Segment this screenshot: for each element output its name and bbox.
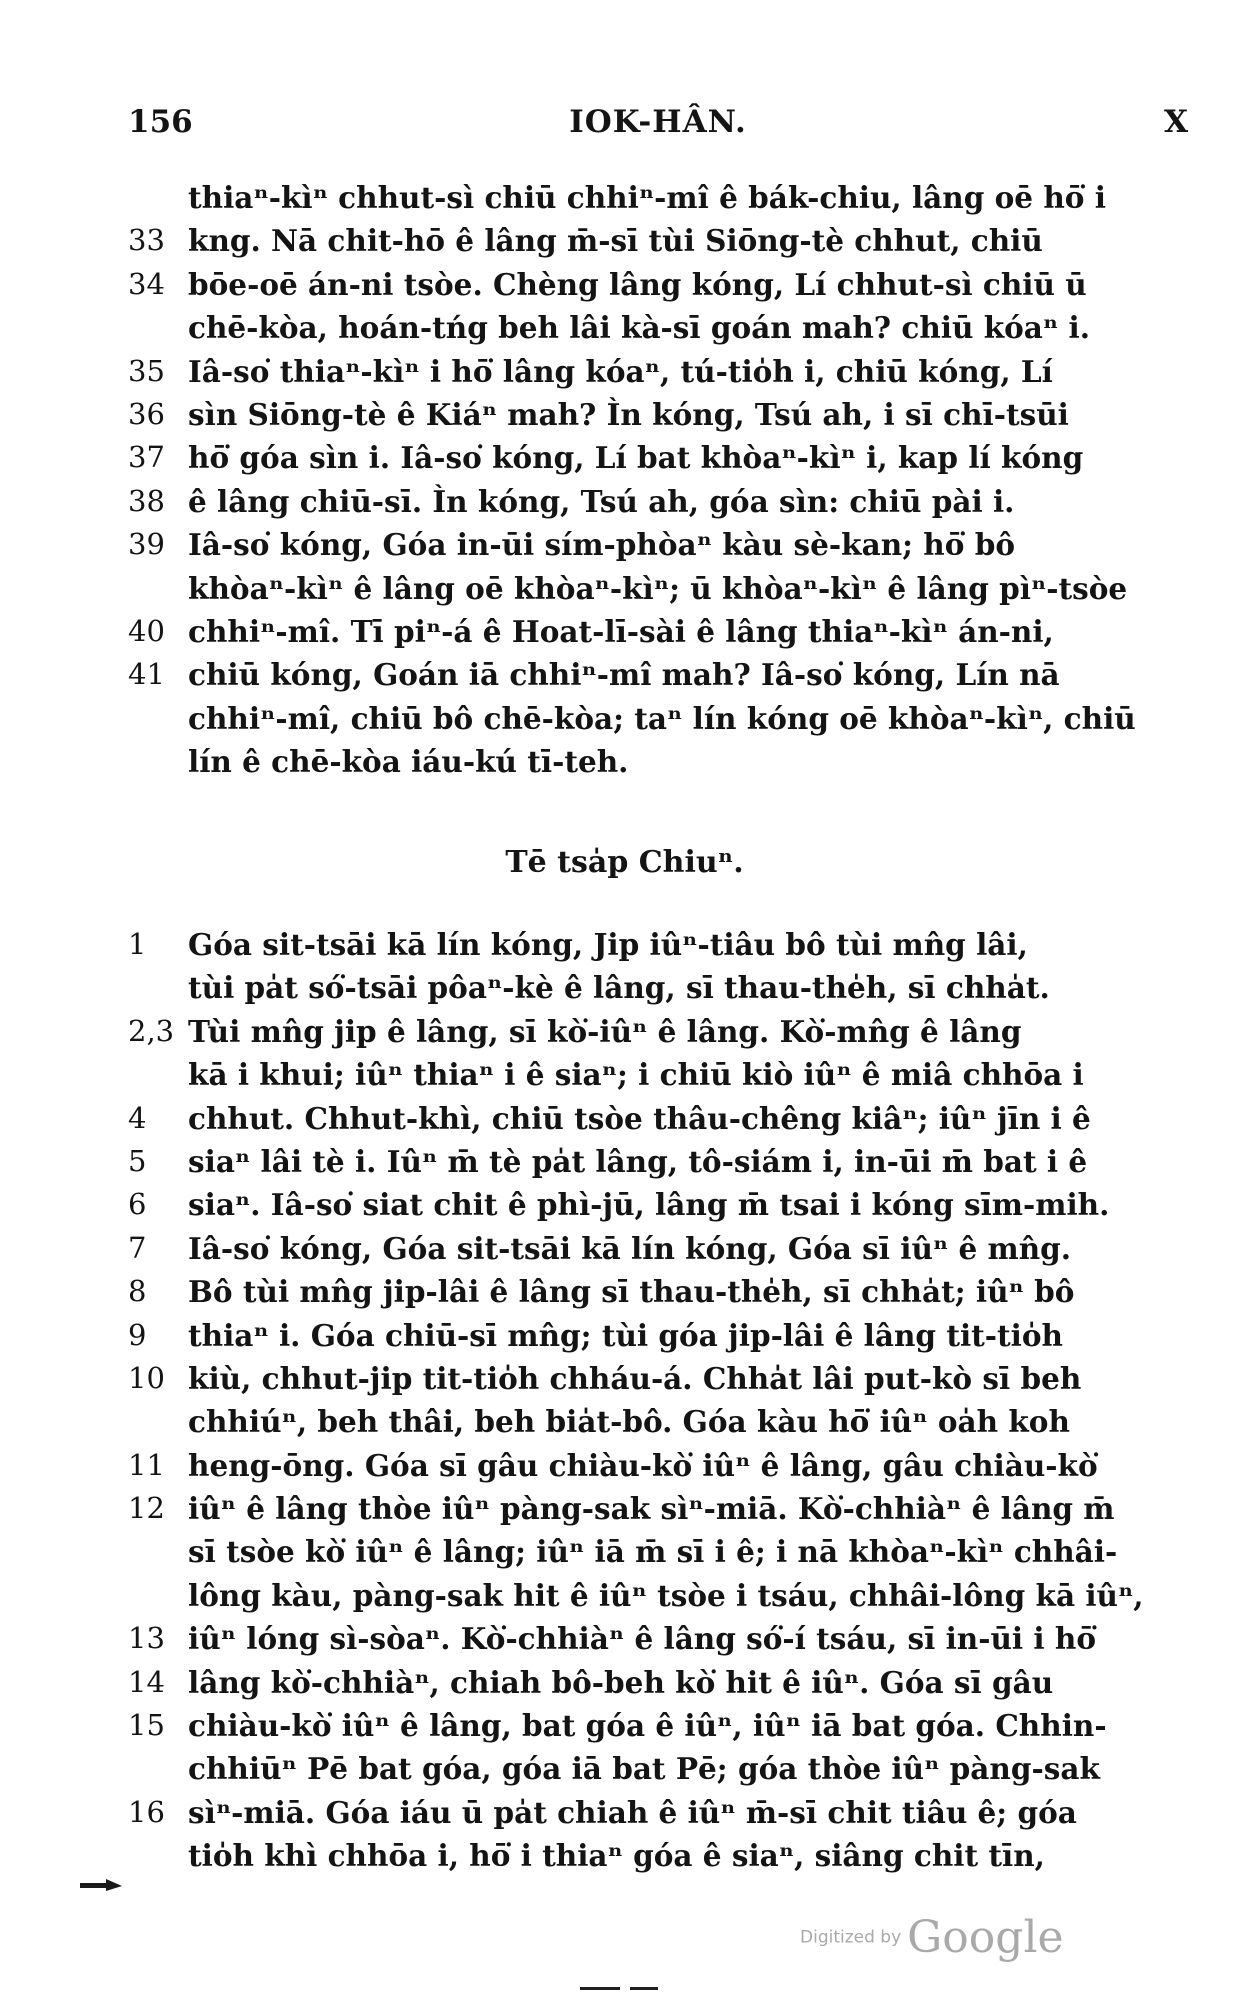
text-line	[128, 1314, 1188, 1357]
text-line	[128, 1097, 1188, 1140]
text-line	[128, 1053, 1188, 1096]
line-text: iûⁿ lóng sì-sòaⁿ. Kò͘-chhiàⁿ ê lâng só͘-í tsáu, sī in-ūi i hō͘	[188, 1621, 1097, 1657]
line-text: siaⁿ lâi tè i. Iûⁿ m̄ tè pa̍t lâng, tô-siám i, in-ūi m̄ bat i ê	[188, 1143, 1088, 1179]
text-line	[128, 1530, 1188, 1573]
verse-number: 33	[128, 223, 165, 258]
text-line	[128, 740, 1188, 783]
text-line	[128, 923, 1188, 966]
text-line	[128, 523, 1188, 566]
text-line	[128, 610, 1188, 653]
line-text: sī tsòe kò͘ iûⁿ ê lâng; iûⁿ iā m̄ sī i ê; i nā khòaⁿ-kìⁿ chhâi-	[188, 1534, 1118, 1570]
text-line	[128, 1010, 1188, 1053]
line-text: Bô tùi mn̂g jip-lâi ê lâng sī thau-the̍h, sī chha̍t; iûⁿ bô	[188, 1274, 1075, 1310]
text-line	[128, 263, 1188, 306]
text-line	[128, 393, 1188, 436]
text-line	[128, 1270, 1188, 1313]
verse-number: 14	[128, 1664, 165, 1699]
line-text: Iâ-so͘ kóng, Góa in-ūi sím-phòaⁿ kàu sè-kan; hō͘ bô	[188, 527, 1015, 563]
line-text: thiaⁿ-kìⁿ chhut-sì chiū chhiⁿ-mî ê bák-chiu, lâng oē hō͘ i	[188, 180, 1106, 215]
line-text: kiù, chhut-jip tit-tio̍h chháu-á. Chha̍t lâi put-kò sī beh	[188, 1360, 1082, 1396]
verse-number: 6	[128, 1187, 147, 1222]
bottom-rule-left	[580, 1987, 620, 1990]
line-text: kng. Nā chit-hō ê lâng m̄-sī tùi Siōng-tè chhut, chiū	[188, 223, 1043, 259]
text-line	[128, 1227, 1188, 1270]
line-text: lâng kò͘-chhiàⁿ, chiah bô-beh kò͘ hit ê iûⁿ. Góa sī gâu	[188, 1664, 1054, 1700]
text-line	[128, 1357, 1188, 1400]
line-text: chiàu-kò͘ iûⁿ ê lâng, bat góa ê iûⁿ, iûⁿ iā bat góa. Chhin-	[188, 1708, 1107, 1744]
verse-number: 1	[128, 927, 147, 961]
line-text: tio̍h khì chhōa i, hō͘ i thiaⁿ góa ê siaⁿ, siâng chit tīn,	[188, 1838, 1045, 1874]
verse-number: 15	[128, 1708, 165, 1743]
text-line	[128, 1574, 1188, 1617]
digitized-watermark	[800, 1912, 1064, 1963]
text-line	[128, 436, 1188, 479]
line-text: Tùi mn̂g jip ê lâng, sī kò͘-iûⁿ ê lâng. Kò͘-mn̂g ê lâng	[188, 1013, 1022, 1049]
text-line	[128, 1747, 1188, 1790]
verse-number: 9	[128, 1317, 147, 1352]
line-text: khòaⁿ-kìⁿ ê lâng oē khòaⁿ-kìⁿ; ū khòaⁿ-kìⁿ ê lâng pìⁿ-tsòe	[188, 570, 1128, 606]
chapter-heading: Tē tsa̍p Chiuⁿ.	[505, 845, 744, 880]
text-line	[128, 1400, 1188, 1443]
line-text: ê lâng chiū-sī. Ìn kóng, Tsú ah, góa sìn: chiū pài i.	[188, 483, 1015, 519]
text-line	[128, 306, 1188, 349]
verse-number: 7	[128, 1230, 147, 1265]
verse-number: 5	[128, 1143, 147, 1178]
verse-number: 34	[128, 266, 165, 301]
text-line	[128, 176, 1188, 219]
verse-number: 4	[128, 1100, 147, 1135]
line-text: kā i khui; iûⁿ thiaⁿ i ê siaⁿ; i chiū kiò iûⁿ ê miâ chhōa i	[188, 1057, 1084, 1093]
verse-number: 2,3	[128, 1013, 175, 1048]
line-text: bōe-oē án-ni tsòe. Chèng lâng kóng, Lí chhut-sì chiū ū	[188, 266, 1087, 302]
line-text: lông kàu, pàng-sak hit ê iûⁿ tsòe i tsáu, chhâi-lông kā iûⁿ,	[188, 1577, 1144, 1613]
watermark-prefix: Digitized by	[800, 1927, 902, 1948]
text-line	[128, 1140, 1188, 1183]
line-text: chhiúⁿ, beh thâi, beh bia̍t-bô. Góa kàu hō͘ iûⁿ oa̍h koh	[188, 1404, 1070, 1440]
text-line	[128, 350, 1188, 393]
line-text: sìn Siōng-tè ê Kiáⁿ mah? Ìn kóng, Tsú ah, i sī chī-tsūi	[188, 396, 1069, 432]
text-line	[128, 1704, 1188, 1747]
text-line	[128, 567, 1188, 610]
line-text: chiū kóng, Goán iā chhiⁿ-mî mah? Iâ-so͘ kóng, Lín nā	[188, 657, 1060, 693]
text-line	[128, 1487, 1188, 1530]
text-line	[128, 1791, 1188, 1834]
chapter-9-end-text	[128, 176, 1188, 783]
verse-number: 36	[128, 396, 165, 431]
verse-number: 41	[128, 657, 165, 692]
verse-number: 12	[128, 1491, 165, 1526]
book-title: IOK-HÂN.	[569, 104, 747, 140]
line-text: chhiūⁿ Pē bat góa, góa iā bat Pē; góa thòe iûⁿ pàng-sak	[188, 1751, 1100, 1787]
line-text: tùi pa̍t só͘-tsāi pôaⁿ-kè ê lâng, sī thau-the̍h, sī chha̍t.	[188, 970, 1050, 1006]
line-text: chhut. Chhut-khì, chiū tsòe thâu-chêng kiâⁿ; iûⁿ jīn i ê	[188, 1100, 1091, 1136]
line-text: sìⁿ-miā. Góa iáu ū pa̍t chiah ê iûⁿ m̄-sī chit tiâu ê; góa	[188, 1794, 1077, 1830]
line-text: Iâ-so͘ thiaⁿ-kìⁿ i hō͘ lâng kóaⁿ, tú-tio̍h i, chiū kóng, Lí	[188, 353, 1053, 389]
line-text: lín ê chē-kòa iáu-kú tī-teh.	[188, 744, 629, 780]
google-logo: Google	[907, 1912, 1064, 1963]
line-text: heng-ōng. Góa sī gâu chiàu-kò͘ iûⁿ ê lâng, gâu chiàu-kò͘	[188, 1447, 1098, 1483]
verse-number: 37	[128, 440, 165, 475]
line-text: thiaⁿ i. Góa chiū-sī mn̂g; tùi góa jip-lâi ê lâng tit-tio̍h	[188, 1317, 1063, 1353]
verse-number: 16	[128, 1794, 165, 1829]
page-number: 156	[128, 104, 193, 140]
line-text: Iâ-so͘ kóng, Góa sit-tsāi kā lín kóng, Góa sī iûⁿ ê mn̂g.	[188, 1230, 1072, 1266]
verse-number: 38	[128, 483, 165, 518]
verse-number: 39	[128, 527, 165, 562]
line-text: Góa sit-tsāi kā lín kóng, Jip iûⁿ-tiâu bô tùi mn̂g lâi,	[188, 927, 1028, 962]
bottom-rule-right	[630, 1987, 658, 1990]
text-line	[128, 1444, 1188, 1487]
text-line	[128, 480, 1188, 523]
verse-number: 8	[128, 1274, 147, 1309]
line-text: iûⁿ ê lâng thòe iûⁿ pàng-sak sìⁿ-miā. Kò͘-chhiàⁿ ê lâng m̄	[188, 1491, 1115, 1527]
verse-number: 35	[128, 353, 165, 388]
chapter-10-text	[128, 923, 1188, 1878]
verse-number: 11	[128, 1447, 165, 1482]
verse-number: 13	[128, 1621, 165, 1656]
verse-number: 10	[128, 1360, 165, 1395]
line-text: chē-kòa, hoán-tńg beh lâi kà-sī goán mah? chiū kóaⁿ i.	[188, 310, 1090, 346]
text-line	[128, 1617, 1188, 1660]
text-line	[128, 653, 1188, 696]
text-line	[128, 1183, 1188, 1226]
text-line	[128, 697, 1188, 740]
running-header	[128, 104, 1188, 148]
text-line	[128, 1834, 1188, 1877]
line-text: siaⁿ. Iâ-so͘ siat chit ê phì-jū, lâng m̄ tsai i kóng sīm-mih.	[188, 1187, 1110, 1223]
pointing-hand-icon	[80, 1878, 122, 1892]
verse-number: 40	[128, 613, 165, 648]
line-text: hō͘ góa sìn i. Iâ-so͘ kóng, Lí bat khòaⁿ-kìⁿ i, kap lí kóng	[188, 440, 1084, 476]
chapter-numeral: X	[1163, 104, 1188, 140]
text-line	[128, 966, 1188, 1009]
text-line	[128, 1661, 1188, 1704]
line-text: chhiⁿ-mî, chiū bô chē-kòa; taⁿ lín kóng oē khòaⁿ-kìⁿ, chiū	[188, 700, 1136, 736]
line-text: chhiⁿ-mî. Tī piⁿ-á ê Hoat-lī-sài ê lâng thiaⁿ-kìⁿ án-ni,	[188, 613, 1054, 649]
text-line	[128, 219, 1188, 262]
